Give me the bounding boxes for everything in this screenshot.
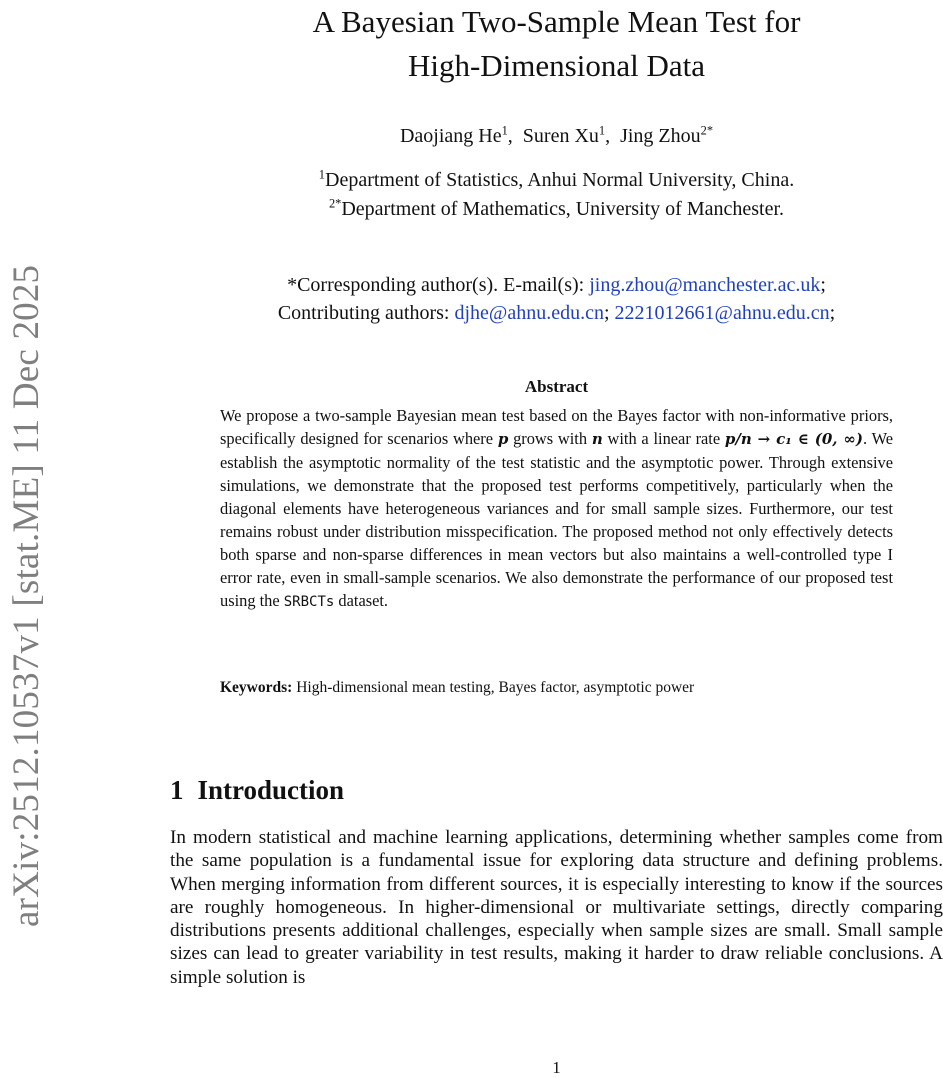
abstract-text: grows with [508,429,592,448]
keywords-text: High-dimensional mean testing, Bayes factor, asymptotic power [292,679,695,696]
title-line-2: High-Dimensional Data [407,48,705,83]
affiliation-list [170,166,943,224]
separator: ; [603,302,610,324]
author-name: Daojiang He [399,125,502,147]
abstract-body [220,404,893,614]
affiliation-text: Department of Statistics, Anhui Normal University, China. [325,169,795,191]
math-symbol-p: p [497,430,509,448]
author-name: Jing Zhou [620,125,701,147]
affiliation-mark: 2* [328,196,342,211]
keywords-label: Keywords: [220,679,293,696]
abstract-text: with a linear rate [602,429,725,448]
affiliation-text: Department of Mathematics, University of Manchester. [341,198,785,220]
author-affiliation-mark: 1 [598,123,606,138]
math-symbol-n: n [591,430,603,448]
affiliation-mark: 1 [318,167,325,182]
corresponding-author-line [170,271,943,299]
corresponding-prefix: *Corresponding author(s). E-mail(s): [287,274,590,296]
arxiv-identifier: arXiv:2512.10537v1 [stat.ME] 11 Dec 2025 [6,264,47,928]
author-affiliation-mark: 1 [501,123,508,138]
separator: ; [820,274,826,296]
keywords [220,677,893,699]
corresponding-email-link[interactable]: jing.zhou@manchester.ac.uk [589,274,821,296]
affiliation [170,166,943,195]
abstract-text: dataset. [334,591,389,610]
affiliation [170,195,943,224]
abstract-heading: Abstract [524,377,589,396]
abstract-text: . We establish the asymptotic normality of the test statistic and the asymptotic power. Through extensive simulations, we demonstrate that the proposed test performs competitively, particularly when the diagonal elements have heterogeneous variances and for small sample sizes. Furthermore, our test remains robust under distribution misspecification. The proposed method not only effectively detects both sparse and non-sparse differences in mean vectors but also maintains a well-controlled type I error rate, even in small-sample scenarios. We also demonstrate the performance of our proposed test using the [220,429,894,610]
separator: ; [829,302,836,324]
math-rate-expression: p/n → c₁ ∈ (0, ∞) [724,430,863,448]
section-title: Introduction [197,775,345,805]
page-number: 1 [552,1058,561,1077]
author-name: Suren Xu [522,125,599,147]
section-heading [170,772,344,808]
contributing-authors-line [170,299,943,327]
contact-info [170,271,943,327]
author-affiliation-mark: 2* [700,123,714,138]
dataset-name: SRBCTs [283,594,335,610]
title-line-1: A Bayesian Two-Sample Mean Test for [312,4,801,39]
contributing-prefix: Contributing authors: [277,302,455,324]
introduction-paragraph: In modern statistical and machine learning applications, determining whether samples come from the same population is a fundamental issue for exploring data structure and defining problems. When merging information from different sources, it is especially interesting to know if the sources are roughly homogeneous. In higher-dimensional or multivariate settings, directly comparing distributions presents additional challenges, especially when sample sizes are small. Small sample sizes can lead to greater variability in test results, making it harder to draw reliable conclusions. A simple solution is [170,827,943,988]
abstract-text: We propose a two-sample Bayesian mean test based on the Bayes factor with non-informative priors, specifically designed for scenarios where [220,406,893,448]
author-list: Daojiang He$^1$, Suren Xu$^1$, Jing Zhou$^{2*}$ [399,123,714,147]
contributing-email-link-2[interactable]: 2221012661@ahnu.edu.cn [614,302,830,324]
paper-title [170,0,943,88]
section-number: 1 [170,775,184,805]
contributing-email-link-1[interactable]: djhe@ahnu.edu.cn [454,302,604,324]
